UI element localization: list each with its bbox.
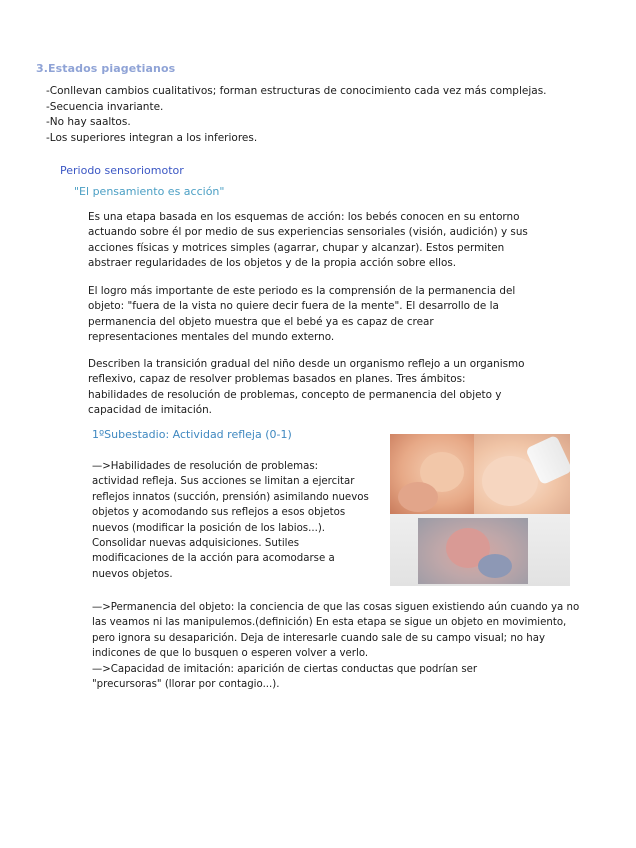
text-line: pero ignora su desaparición. Deja de interesarle cuando sale de su campo visual; no hay <box>92 632 545 644</box>
bullet-item: -No hay saaltos. <box>46 116 131 128</box>
text-line: representaciones mentales del mundo externo. <box>88 331 335 344</box>
section-title: 3.Estados piagetianos <box>36 62 176 75</box>
bullet-item: -Secuencia invariante. <box>46 100 164 113</box>
text-line: Es una etapa basada en los esquemas de acción: los bebés conocen en su entorno <box>88 211 520 223</box>
text-line: modificaciones de la acción para acomodarse a <box>92 553 335 565</box>
text-line: —>Permanencia del objeto: la conciencia de que las cosas siguen existiendo aún cuando ya no <box>92 602 580 613</box>
text-line: reflexivo, capaz de resolver problemas basados en planes. Tres ámbitos: <box>88 373 466 386</box>
text-line: nuevos objetos. <box>92 568 173 580</box>
photo-baby-bottle <box>474 434 570 514</box>
text-line: Describen la transición gradual del niño desde un organismo reflejo a un organismo <box>88 358 525 370</box>
text-line: nuevos (modificar la posición de los labios...). <box>92 522 326 534</box>
paragraph-2 <box>88 284 588 346</box>
text-line: permanencia del objeto muestra que el bebé ya es capaz de crear <box>88 315 434 328</box>
text-line: actividad refleja. Sus acciones se limitan a ejercitar <box>92 476 355 488</box>
text-line: —>Habilidades de resolución de problemas: <box>92 461 319 472</box>
text-line: habilidades de resolución de problemas, concepto de permanencia del objeto y <box>88 388 502 401</box>
paragraph-3 <box>88 357 588 419</box>
text-line: acciones físicas y motrices simples (agarrar, chupar y alcanzar). Estos permiten <box>88 241 505 254</box>
photo-newborn <box>390 514 570 586</box>
period-title: Periodo sensoriomotor <box>60 164 184 177</box>
text-line: las veamos ni las manipulemos.(definición) En esta etapa se sigue un objeto en movimiento, <box>92 617 567 629</box>
text-line: El logro más importante de este periodo es la comprensión de la permanencia del <box>88 285 516 297</box>
text-line: indicones de que lo busquen o esperen volver a verlo. <box>92 648 369 660</box>
text-line: Consolidar nuevas adquisiciones. Sutiles <box>92 538 300 550</box>
period-quote: "El pensamiento es acción" <box>74 185 225 198</box>
bottom-text <box>92 600 602 692</box>
text-line: objeto: "fuera de la vista no quiere decir fuera de la mente". El desarrollo de la <box>88 300 499 313</box>
text-line: objetos y acomodando sus reflejos a esos objetos <box>92 507 346 519</box>
photo-breastfeeding <box>390 434 474 514</box>
substage-title: 1ºSubestadio: Actividad refleja (0-1) <box>92 428 292 441</box>
paragraph-1 <box>88 210 588 272</box>
substage-text <box>92 459 382 582</box>
text-line: actuando sobre él por medio de sus experiencias sensoriales (visión, audición) y sus <box>88 226 528 239</box>
text-line: reflejos innatos (succión, prensión) asimilando nuevos <box>92 491 369 503</box>
text-line: abstraer regularidades de los objetos y de la propia acción sobre ellos. <box>88 257 457 270</box>
bullet-list <box>46 84 547 146</box>
bullet-item: -Conllevan cambios cualitativos; forman estructuras de conocimiento cada vez más complejas. <box>46 85 547 97</box>
text-line: "precursoras" (llorar por contagio...). <box>92 679 280 691</box>
bullet-item: -Los superiores integran a los inferiores. <box>46 131 258 144</box>
text-line: capacidad de imitación. <box>88 404 212 417</box>
text-line: —>Capacidad de imitación: aparición de ciertas conductas que podrían ser <box>92 663 478 675</box>
